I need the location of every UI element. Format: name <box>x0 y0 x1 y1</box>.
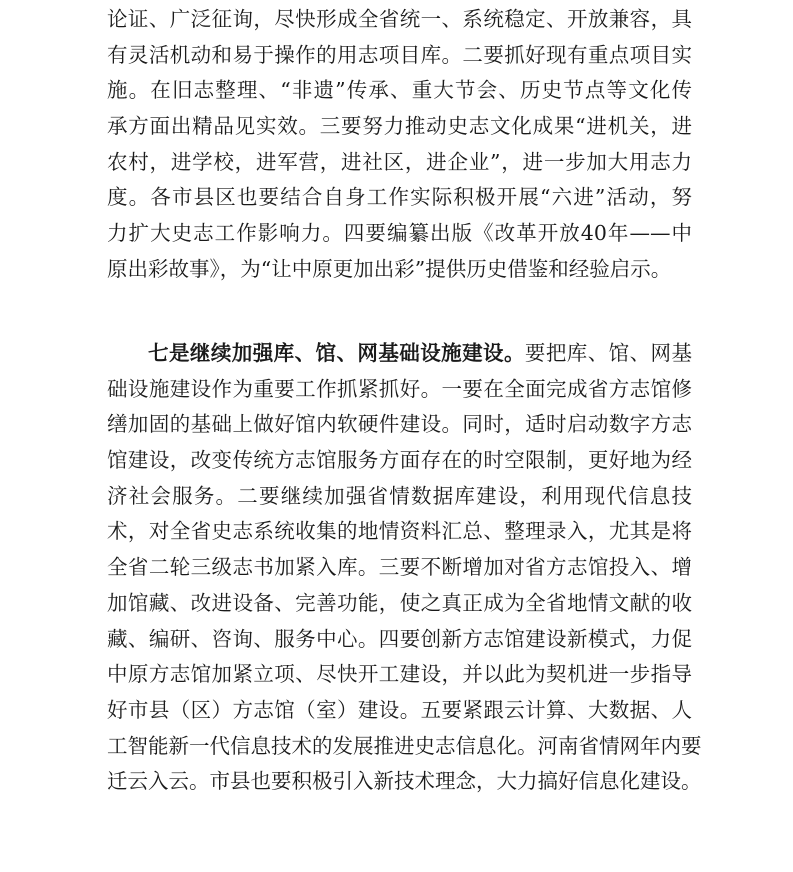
text-line: 藏、编研、咨询、服务中心。四要创新方志馆建设新模式，力促 <box>107 626 692 651</box>
paragraph-first-line <box>107 336 692 372</box>
text-line: 全省二轮三级志书加紧入库。三要不断增加对省方志馆投入、增 <box>107 555 692 580</box>
text-line: 迁云入云。市县也要积极引入新技术理念，大力搞好信息化建设。 <box>107 769 702 794</box>
text-line: 缮加固的基础上做好馆内软硬件建设。同时，适时启动数字方志 <box>107 412 692 437</box>
text-line: 施。在旧志整理、“非遗”传承、重大节会、历史节点等文化传 <box>107 78 692 103</box>
text-run: 要把库、馆、网基 <box>524 341 693 365</box>
text-line: 好市县（区）方志馆（室）建设。五要紧跟云计算、大数据、人 <box>107 697 692 722</box>
text-line: 济社会服务。二要继续加强省情数据库建设，利用现代信息技 <box>107 483 692 508</box>
text-line: 工智能新一代信息技术的发展推进史志信息化。河南省情网年内要 <box>107 733 702 758</box>
text-line: 加馆藏、改进设备、完善功能，使之真正成为全省地情文献的收 <box>107 590 692 615</box>
text-line: 馆建设，改变传统方志馆服务方面存在的时空限制，更好地为经 <box>107 448 692 473</box>
text-line: 术，对全省史志系统收集的地情资料汇总、整理录入，尤其是将 <box>107 519 692 544</box>
paragraph-2 <box>107 336 702 800</box>
text-line: 力扩大史志工作影响力。四要编纂出版《改革开放40年——中 <box>107 221 692 246</box>
text-line: 论证、广泛征询，尽快形成全省统一、系统稳定、开放兼容，具 <box>107 7 692 31</box>
text-line: 中原方志馆加紧立项、尽快开工建设，并以此为契机进一步指导 <box>107 662 692 687</box>
text-line: 度。各市县区也要结合自身工作实际积极开展“六进”活动，努 <box>107 185 692 210</box>
text-line: 农村，进学校，进军营，进社区，进企业”，进一步加大用志力 <box>107 149 692 174</box>
text-line: 承方面出精品见实效。三要努力推动史志文化成果“进机关，进 <box>107 114 692 139</box>
text-line: 础设施建设作为重要工作抓紧抓好。一要在全面完成省方志馆修 <box>107 376 692 401</box>
paragraph-1 <box>107 2 692 288</box>
text-line: 有灵活机动和易于操作的用志项目库。二要抓好现有重点项目实 <box>107 42 692 67</box>
section-heading: 七是继续加强库、馆、网基础设施建设。 <box>148 341 525 365</box>
text-line: 原出彩故事》，为“让中原更加出彩”提供历史借鉴和经验启示。 <box>107 256 672 281</box>
